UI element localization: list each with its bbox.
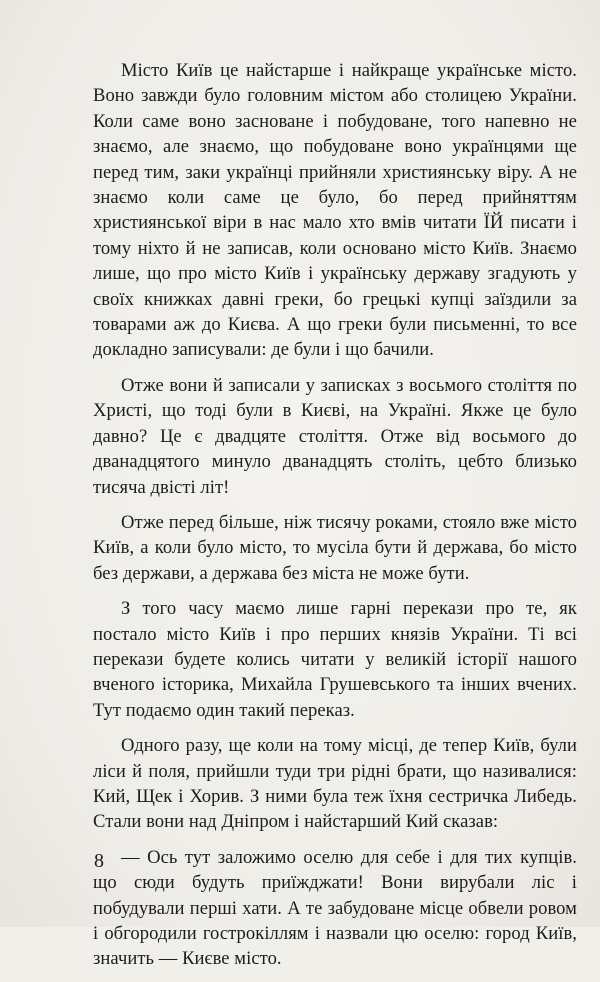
- paragraph-5: Одного разу, ще коли на тому місці, де тепер Київ, були ліси й поля, прийшли туди три рідні брати, що називалися: Кий, Щек і Хорив. З ними була теж їхня сестричка Либедь. Стали вони над Дніпром і найстарший Кий сказав:: [93, 735, 577, 833]
- paragraph-6: — Ось тут заложимо оселю для себе і для тих купців. що сюди будуть приїжджати! Вони вирубали ліс і побудували перші хати. А те забудоване місце обвели ровом і обгородили гострокіллям і назвали цю оселю: город Київ, значить — Києве місто.: [93, 846, 577, 970]
- paragraph-1: Місто Київ це найстарше і найкраще українське місто. Воно завжди було головним містом або столицею України. Коли саме воно засноване і побудоване, того напевно не знаємо, але знаємо, що побудоване воно українцями ще перед тим, заки українці прийняли християнську віру. А не знаємо коли саме це було, бо перед прийняттям християнської віри в нас мало хто вмів читати ЇЙ писати і тому ніхто й не записав, коли основано місто Київ. Знаємо лише, що про місто Київ і українську державу згадують у своїх книжках давні греки, бо грецькі купці заїздили за товарами аж до Києва. А що греки були письменні, то все докладно записували: де були і що бачили.: [93, 60, 577, 361]
- body-text: [93, 58, 577, 982]
- paragraph-4: З того часу маємо лише гарні перекази про те, як постало місто Київ і про перших князів України. Ті всі перекази будете колись читати у великій історії нашого вченого історика, Михайла Грушевського та інших вчених. Тут подаємо один такий переказ.: [93, 598, 577, 721]
- paragraph-3: Отже перед більше, ніж тисячу роками, стояло вже місто Київ, а коли було місто, то мусіла бути й держава, бо місто без держави, а держава без міста не може бути.: [93, 511, 577, 584]
- page-number: 8: [94, 850, 104, 872]
- paragraph-2: Отже вони й записали у записках з восьмого століття по Христі, що тоді були в Києві, на Україні. Якже це було давно? Це є двадцяте століття. Отже від восьмого до дванадцятого минуло дванадцять століть, цебто близько тисяча двісті літ!: [93, 374, 577, 498]
